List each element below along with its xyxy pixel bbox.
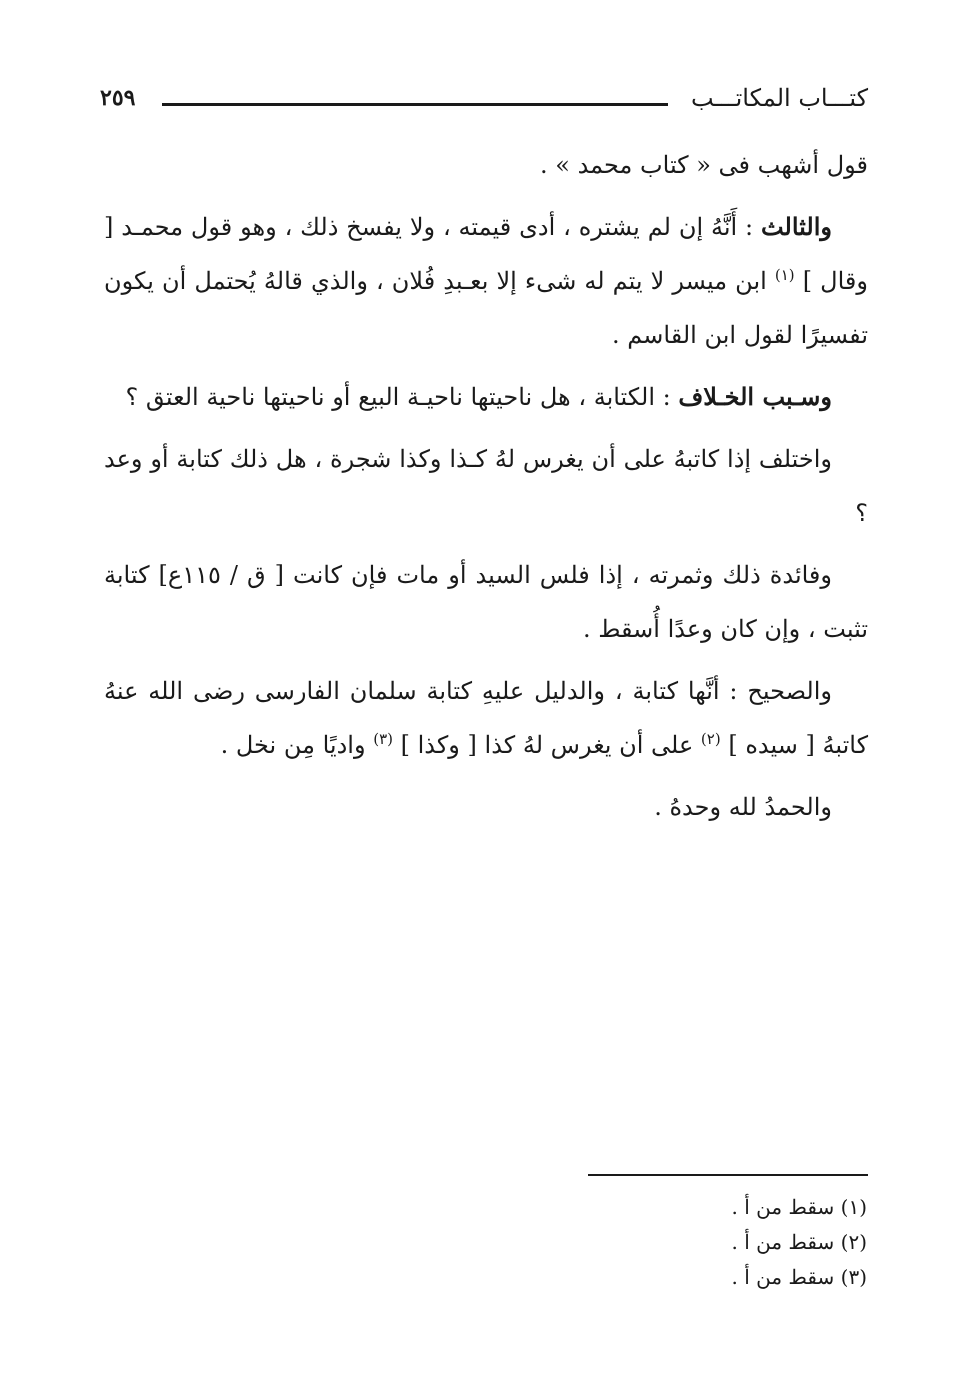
footnote-1: (١) سقط من أ . [731, 1195, 867, 1219]
running-header [100, 84, 868, 120]
footnotes [567, 1190, 867, 1295]
paragraph-text: وفائدة ذلك وثمرته ، إذا فلس السيد أو مات فإن كانت [ ق / ١١٥ع] كتابة تثبت ، وإن كان وعدًا أُسقط . [104, 561, 868, 643]
footnote-separator [588, 1174, 868, 1176]
paragraph-text: : أَنَّهُ إن لم يشتره ، أدى قيمته ، ولا يفسخ ذلك ، وهو قول محمـد [ وقال ] [104, 213, 868, 295]
paragraph-text-continued: ابن ميسر لا يتم له شىء إلا بعـبدِ فُلان ، والذي قالهُ يُحتمل أن يكون تفسيرًا لقول ابن القاسم . [104, 267, 868, 349]
paragraph-text: والحمدُ لله وحدهُ . [654, 793, 832, 821]
body-text [104, 138, 868, 834]
paragraph-text: والصحيح : أنَّها كتابة ، والدليل عليهِ كتابة سلمان الفارسى رضى الله عنهُ كاتبهُ [ سيده ] [104, 677, 868, 759]
header-rule [162, 103, 668, 106]
footnote-ref-2: (٢) [700, 730, 721, 748]
paragraph-lead: والثالث [760, 212, 832, 241]
footnote-ref-3: (٣) [373, 730, 393, 748]
header-title: كتـــاب المكاتـــب [690, 84, 868, 112]
paragraph-3 [104, 370, 868, 424]
paragraph-text-end: واديًا مِن نخل . [220, 731, 366, 759]
paragraph-5 [104, 548, 868, 656]
paragraph-4 [104, 432, 868, 540]
footnote-2: (٢) سقط من أ . [731, 1230, 867, 1254]
paragraph-text: : الكتابة ، هل ناحيتها ناحيـة البيع أو ناحيتها ناحية العتق ؟ [125, 383, 671, 411]
paragraph-text-continued: على أن يغرس لهُ كذا [ وكذا ] [400, 731, 694, 759]
paragraph-2 [104, 200, 868, 362]
paragraph-text: واختلف إذا كاتبهُ على أن يغرس لهُ كـذا وكذا شجرة ، هل ذلك كتابة أو وعد ؟ [104, 445, 868, 527]
paragraph-text: قول أشهب فى « كتاب محمد » . [540, 151, 868, 179]
paragraph-lead: وسـبب الخـلاف [678, 382, 832, 411]
footnote-ref-1: (١) [774, 266, 795, 284]
paragraph-7 [104, 780, 868, 834]
paragraph-1 [104, 138, 868, 192]
page-number: ٢٥٩ [100, 85, 136, 111]
footnote-3: (٣) سقط من أ . [731, 1265, 867, 1289]
paragraph-6 [104, 664, 868, 772]
